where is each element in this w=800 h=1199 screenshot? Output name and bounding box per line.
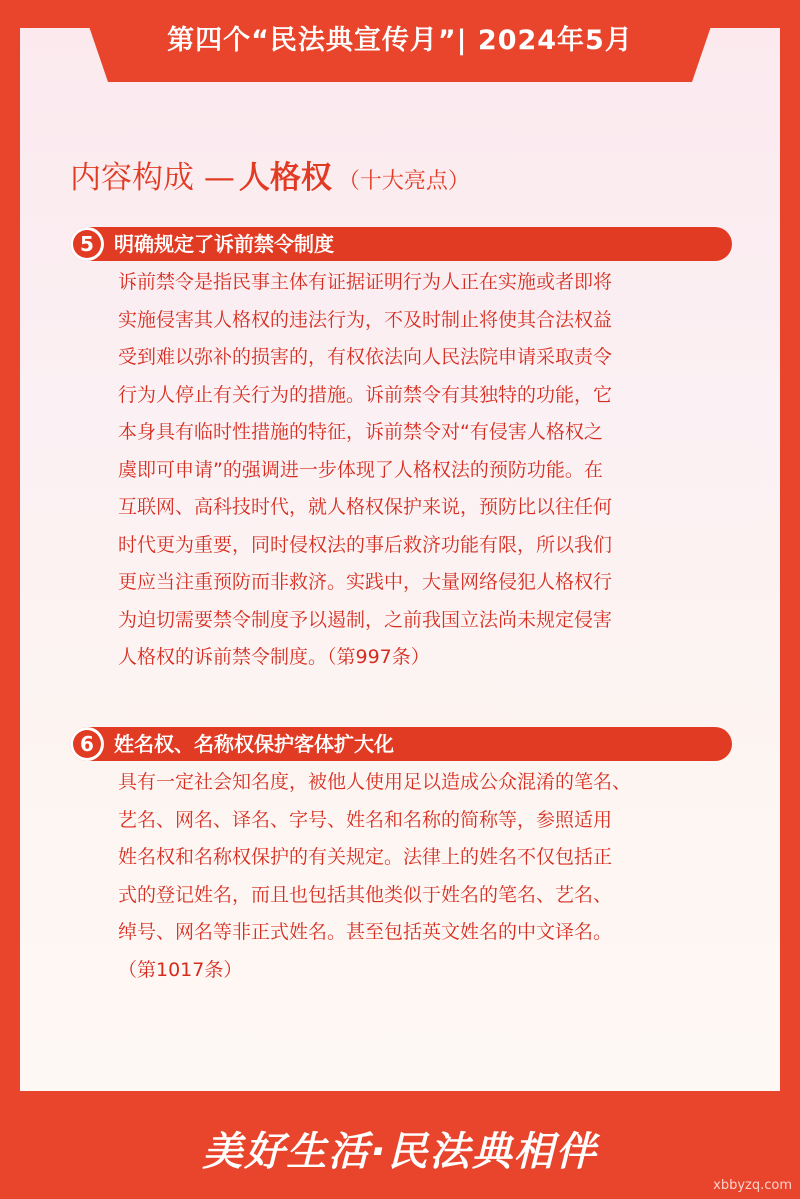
body-line: 式的登记姓名，而且也包括其他类似于姓名的笔名、艺名、 xyxy=(118,883,613,906)
body-line: 受到难以弥补的损害的，有权依法向人民法院申请采取责令 xyxy=(118,346,613,368)
body-line: 时代更为重要，同时侵权法的事后救济功能有限，所以我们 xyxy=(118,533,613,556)
body-line: 行为人停止有关行为的措施。诉前禁令有其独特的功能，它 xyxy=(118,383,613,406)
body-line: 实施侵害其人格权的违法行为，不及时制止将使其合法权益 xyxy=(118,308,613,331)
footer-slogan: 美好生活·民法典相伴 xyxy=(202,1129,598,1175)
body-line: 本身具有临时性措施的特征，诉前禁令对“有侵害人格权之 xyxy=(118,421,603,443)
section-title: 姓名权、名称权保护客体扩大化 xyxy=(114,732,394,756)
body-line: 诉前禁令是指民事主体有证据证明行为人正在实施或者即将 xyxy=(118,271,613,293)
watermark: xbbyzq.com xyxy=(713,1178,792,1193)
body-line: 为迫切需要禁令制度予以遏制，之前我国立法尚未规定侵害 xyxy=(118,608,613,631)
section-body-6 xyxy=(118,764,718,989)
heading-main: 内容构成 — xyxy=(70,160,235,196)
body-line: 艺名、网名、译名、字号、姓名和名称的简称等，参照适用 xyxy=(118,808,613,831)
section-number-badge: 6 xyxy=(70,727,104,761)
body-line: 具有一定社会知名度，被他人使用足以造成公众混淆的笔名、 xyxy=(118,771,632,793)
body-line: 虞即可申请”的强调进一步体现了人格权法的预防功能。在 xyxy=(118,458,603,481)
body-line: 姓名权和名称权保护的有关规定。法律上的姓名不仅包括正 xyxy=(118,846,613,868)
body-line: 绰号、网名等非正式姓名。甚至包括英文姓名的中文译名。 xyxy=(118,921,613,943)
body-line: 人格权的诉前禁令制度。（第997条） xyxy=(118,646,430,668)
heading-strong: 人格权 xyxy=(238,160,332,196)
section-body-5 xyxy=(118,264,718,677)
body-line: 互联网、高科技时代，就人格权保护来说，预防比以往任何 xyxy=(118,496,613,518)
heading-note: （十大亮点） xyxy=(337,169,470,194)
section-number-badge: 5 xyxy=(70,227,104,261)
section-bar-5 xyxy=(70,227,732,261)
banner-title: 第四个“民法典宣传月”| 2024年5月 xyxy=(167,25,633,56)
section-heading xyxy=(70,152,470,197)
body-line: 更应当注重预防而非救济。实践中，大量网络侵犯人格权行 xyxy=(118,571,613,593)
section-bar-6 xyxy=(70,727,732,761)
body-line: （第1017条） xyxy=(118,958,243,981)
section-title: 明确规定了诉前禁令制度 xyxy=(114,232,334,256)
top-banner xyxy=(80,0,720,82)
